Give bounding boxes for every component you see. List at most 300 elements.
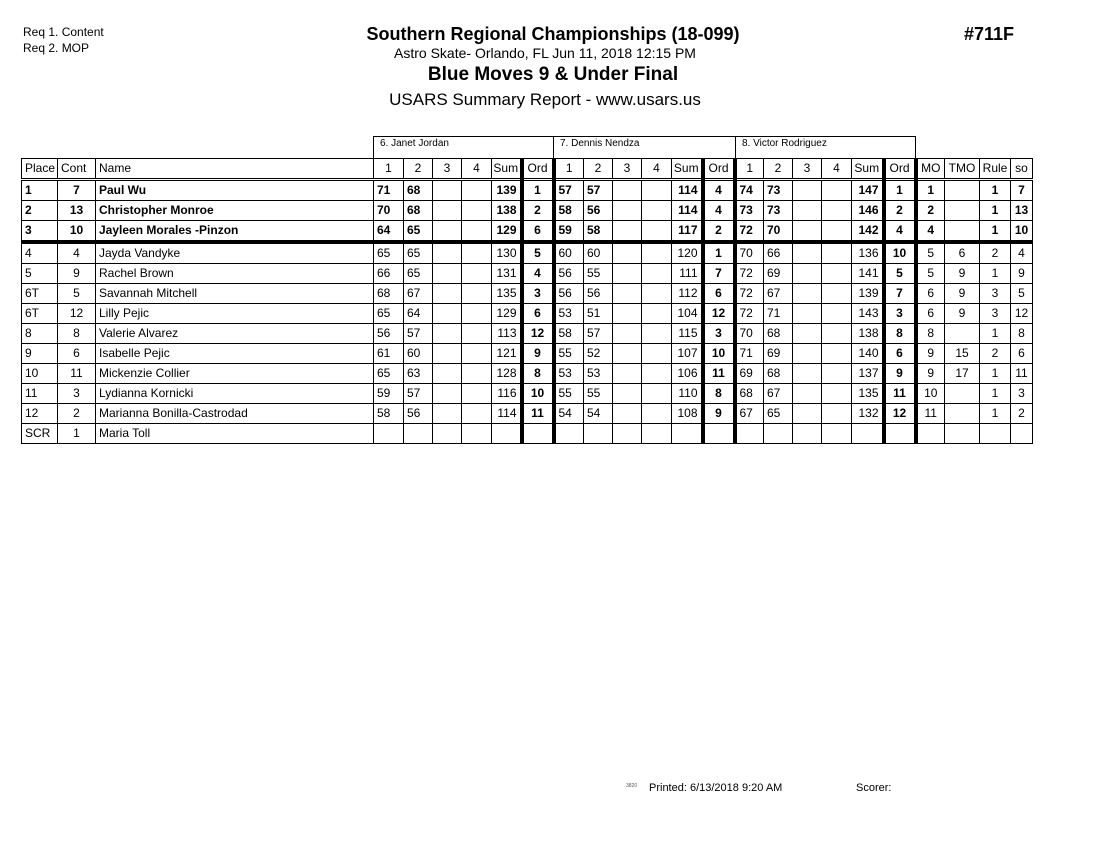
- judge3-sum-cell: 132: [852, 404, 884, 424]
- place-cell: 12: [22, 404, 58, 424]
- rule-cell: 1: [980, 201, 1011, 221]
- judge2-ordinal-cell: 11: [703, 364, 735, 384]
- judge3-score4-cell: [822, 264, 852, 284]
- table-row: [22, 424, 1033, 444]
- judge2-score2-cell: 55: [584, 264, 613, 284]
- judge3-score1-cell: 67: [735, 404, 764, 424]
- judge1-sum-cell: 138: [492, 201, 522, 221]
- cont-cell: 2: [58, 404, 96, 424]
- so-cell: 6: [1011, 344, 1033, 364]
- table-row: [22, 201, 1033, 221]
- judge-header-1: 6. Janet Jordan: [373, 136, 554, 158]
- judge2-sum-cell: 111: [672, 264, 703, 284]
- judge3-score3-cell: [793, 264, 822, 284]
- col-header-judge1-s4: 4: [462, 159, 492, 180]
- rule-cell: 1: [980, 404, 1011, 424]
- so-cell: 9: [1011, 264, 1033, 284]
- rule-cell: [980, 424, 1011, 444]
- judge1-sum-cell: [492, 424, 522, 444]
- judge2-ordinal-cell: 10: [703, 344, 735, 364]
- table-row: [22, 404, 1033, 424]
- judge2-score4-cell: [642, 264, 672, 284]
- col-header-tmo: TMO: [945, 159, 980, 180]
- col-header-judge3-s2: 2: [764, 159, 793, 180]
- col-header-judge2-ord: Ord: [703, 159, 735, 180]
- col-header-place: Place: [22, 159, 58, 180]
- judge3-ordinal-cell: 9: [884, 364, 916, 384]
- judge2-ordinal-cell: 9: [703, 404, 735, 424]
- judge2-score4-cell: [642, 304, 672, 324]
- judge1-sum-cell: 116: [492, 384, 522, 404]
- judge3-score2-cell: 67: [764, 384, 793, 404]
- judge1-score3-cell: [433, 180, 462, 201]
- judge2-sum-cell: 106: [672, 364, 703, 384]
- judge2-score3-cell: [613, 180, 642, 201]
- so-cell: 3: [1011, 384, 1033, 404]
- venue-line: Astro Skate- Orlando, FL Jun 11, 2018 12:15 PM: [394, 45, 696, 61]
- table-row: [22, 264, 1033, 284]
- rule-cell: 1: [980, 180, 1011, 201]
- judge3-sum-cell: 137: [852, 364, 884, 384]
- mo-cell: 5: [916, 264, 945, 284]
- rule-cell: 1: [980, 384, 1011, 404]
- judge3-score1-cell: 72: [735, 221, 764, 243]
- cont-cell: 6: [58, 344, 96, 364]
- rule-cell: 2: [980, 242, 1011, 264]
- judge1-score1-cell: 66: [374, 264, 404, 284]
- judge2-score2-cell: 57: [584, 180, 613, 201]
- judge2-sum-cell: 117: [672, 221, 703, 243]
- judge3-ordinal-cell: [884, 424, 916, 444]
- mo-cell: 4: [916, 221, 945, 243]
- col-header-judge2-s3: 3: [613, 159, 642, 180]
- judge2-ordinal-cell: 6: [703, 284, 735, 304]
- requirement-2: Req 2. MOP: [23, 41, 90, 55]
- mo-cell: 5: [916, 242, 945, 264]
- judge3-score1-cell: 72: [735, 284, 764, 304]
- judge1-score1-cell: 65: [374, 242, 404, 264]
- judge1-ordinal-cell: [522, 424, 554, 444]
- name-cell: Jayda Vandyke: [96, 242, 374, 264]
- col-header-judge1-s1: 1: [374, 159, 404, 180]
- judge3-sum-cell: 141: [852, 264, 884, 284]
- cont-cell: 3: [58, 384, 96, 404]
- judge1-ordinal-cell: 1: [522, 180, 554, 201]
- judge3-score1-cell: 70: [735, 242, 764, 264]
- judge1-score3-cell: [433, 201, 462, 221]
- tmo-cell: 9: [945, 304, 980, 324]
- judge2-score2-cell: 53: [584, 364, 613, 384]
- judge2-score3-cell: [613, 201, 642, 221]
- judge1-score4-cell: [462, 221, 492, 243]
- judge3-sum-cell: 147: [852, 180, 884, 201]
- place-cell: SCR: [22, 424, 58, 444]
- judge2-ordinal-cell: 3: [703, 324, 735, 344]
- judge3-score3-cell: [793, 221, 822, 243]
- col-header-judge2-s2: 2: [584, 159, 613, 180]
- judge1-score2-cell: [404, 424, 433, 444]
- judge1-score4-cell: [462, 424, 492, 444]
- judge3-score1-cell: 70: [735, 324, 764, 344]
- tmo-cell: [945, 324, 980, 344]
- rule-cell: 1: [980, 264, 1011, 284]
- place-cell: 8: [22, 324, 58, 344]
- judge3-score3-cell: [793, 284, 822, 304]
- judge1-score3-cell: [433, 284, 462, 304]
- cont-cell: 11: [58, 364, 96, 384]
- judge-header-2: 7. Dennis Nendza: [553, 136, 736, 158]
- judge3-score4-cell: [822, 424, 852, 444]
- col-header-judge1-s3: 3: [433, 159, 462, 180]
- judge3-ordinal-cell: 3: [884, 304, 916, 324]
- judge2-score3-cell: [613, 324, 642, 344]
- rule-cell: 1: [980, 221, 1011, 243]
- judge1-score1-cell: 70: [374, 201, 404, 221]
- report-code: 3820: [626, 783, 638, 789]
- judge1-score1-cell: 56: [374, 324, 404, 344]
- col-header-judge1-sum: Sum: [492, 159, 522, 180]
- place-cell: 1: [22, 180, 58, 201]
- table-row: [22, 180, 1033, 201]
- col-header-judge3-s3: 3: [793, 159, 822, 180]
- judge3-score3-cell: [793, 242, 822, 264]
- mo-cell: 8: [916, 324, 945, 344]
- table-row: [22, 284, 1033, 304]
- judge2-score3-cell: [613, 264, 642, 284]
- cont-cell: 5: [58, 284, 96, 304]
- so-cell: 11: [1011, 364, 1033, 384]
- cont-cell: 12: [58, 304, 96, 324]
- judge1-score1-cell: 58: [374, 404, 404, 424]
- mo-cell: 6: [916, 284, 945, 304]
- judge1-score1-cell: 65: [374, 304, 404, 324]
- tmo-cell: [945, 180, 980, 201]
- col-header-cont: Cont: [58, 159, 96, 180]
- col-header-rule: Rule: [980, 159, 1011, 180]
- judge3-score2-cell: 68: [764, 364, 793, 384]
- judge2-score3-cell: [613, 364, 642, 384]
- name-cell: Jayleen Morales -Pinzon: [96, 221, 374, 243]
- rule-cell: 2: [980, 344, 1011, 364]
- judge1-ordinal-cell: 10: [522, 384, 554, 404]
- judge2-score4-cell: [642, 404, 672, 424]
- form-number: #711F: [964, 24, 1015, 44]
- judge2-sum-cell: 107: [672, 344, 703, 364]
- judge3-score1-cell: 72: [735, 264, 764, 284]
- judge2-score4-cell: [642, 344, 672, 364]
- cont-cell: 10: [58, 221, 96, 243]
- judge1-ordinal-cell: 6: [522, 221, 554, 243]
- judge1-ordinal-cell: 6: [522, 304, 554, 324]
- judge1-ordinal-cell: 9: [522, 344, 554, 364]
- judge2-score2-cell: 52: [584, 344, 613, 364]
- judge1-score1-cell: 64: [374, 221, 404, 243]
- judge2-ordinal-cell: 12: [703, 304, 735, 324]
- judge2-score3-cell: [613, 304, 642, 324]
- judge2-score3-cell: [613, 424, 642, 444]
- so-cell: 10: [1011, 221, 1033, 243]
- judge2-score1-cell: 58: [554, 324, 584, 344]
- judge3-score2-cell: [764, 424, 793, 444]
- col-header-so: so: [1011, 159, 1033, 180]
- judge2-score1-cell: 55: [554, 344, 584, 364]
- judge1-score4-cell: [462, 364, 492, 384]
- judge1-ordinal-cell: 2: [522, 201, 554, 221]
- table-row: [22, 384, 1033, 404]
- judge2-score4-cell: [642, 364, 672, 384]
- judge1-score2-cell: 64: [404, 304, 433, 324]
- table-header-row: [22, 159, 1033, 180]
- tmo-cell: [945, 221, 980, 243]
- judge3-score4-cell: [822, 364, 852, 384]
- judge2-sum-cell: 115: [672, 324, 703, 344]
- judge1-score2-cell: 60: [404, 344, 433, 364]
- place-cell: 3: [22, 221, 58, 243]
- so-cell: 4: [1011, 242, 1033, 264]
- col-header-judge3-ord: Ord: [884, 159, 916, 180]
- name-cell: Christopher Monroe: [96, 201, 374, 221]
- judge2-score4-cell: [642, 324, 672, 344]
- judge1-score1-cell: 59: [374, 384, 404, 404]
- judge3-score2-cell: 70: [764, 221, 793, 243]
- judge3-score1-cell: 68: [735, 384, 764, 404]
- judge1-score2-cell: 65: [404, 264, 433, 284]
- judge3-score4-cell: [822, 242, 852, 264]
- table-row: [22, 221, 1033, 243]
- judge1-score3-cell: [433, 404, 462, 424]
- judge2-ordinal-cell: 4: [703, 180, 735, 201]
- judge1-score2-cell: 65: [404, 242, 433, 264]
- judge2-score3-cell: [613, 384, 642, 404]
- judge1-score2-cell: 68: [404, 201, 433, 221]
- judge3-ordinal-cell: 11: [884, 384, 916, 404]
- judge2-score2-cell: 60: [584, 242, 613, 264]
- table-row: [22, 324, 1033, 344]
- judge3-score3-cell: [793, 180, 822, 201]
- judge1-score4-cell: [462, 201, 492, 221]
- judge3-score2-cell: 73: [764, 180, 793, 201]
- judge2-score1-cell: [554, 424, 584, 444]
- judge3-score4-cell: [822, 284, 852, 304]
- so-cell: 2: [1011, 404, 1033, 424]
- judge3-sum-cell: 138: [852, 324, 884, 344]
- judge2-score1-cell: 58: [554, 201, 584, 221]
- judge1-sum-cell: 139: [492, 180, 522, 201]
- judge1-ordinal-cell: 3: [522, 284, 554, 304]
- cont-cell: 9: [58, 264, 96, 284]
- judge1-sum-cell: 128: [492, 364, 522, 384]
- mo-cell: 1: [916, 180, 945, 201]
- judge3-score4-cell: [822, 404, 852, 424]
- judge2-score1-cell: 56: [554, 284, 584, 304]
- judge3-score2-cell: 73: [764, 201, 793, 221]
- col-header-judge1-ord: Ord: [522, 159, 554, 180]
- judge3-sum-cell: 140: [852, 344, 884, 364]
- cont-cell: 4: [58, 242, 96, 264]
- judge2-score4-cell: [642, 201, 672, 221]
- mo-cell: [916, 424, 945, 444]
- judge2-ordinal-cell: 4: [703, 201, 735, 221]
- judge3-ordinal-cell: 7: [884, 284, 916, 304]
- col-header-judge3-s4: 4: [822, 159, 852, 180]
- judge-header-3: 8. Victor Rodriguez: [735, 136, 916, 158]
- cont-cell: 8: [58, 324, 96, 344]
- judge2-sum-cell: 104: [672, 304, 703, 324]
- judge1-score4-cell: [462, 242, 492, 264]
- cont-cell: 7: [58, 180, 96, 201]
- judge1-score4-cell: [462, 324, 492, 344]
- judge3-score4-cell: [822, 304, 852, 324]
- name-cell: Rachel Brown: [96, 264, 374, 284]
- judge2-score4-cell: [642, 242, 672, 264]
- name-cell: Paul Wu: [96, 180, 374, 201]
- judge3-ordinal-cell: 8: [884, 324, 916, 344]
- name-cell: Mickenzie Collier: [96, 364, 374, 384]
- judge2-score1-cell: 59: [554, 221, 584, 243]
- place-cell: 5: [22, 264, 58, 284]
- judge3-sum-cell: 135: [852, 384, 884, 404]
- table-row: [22, 364, 1033, 384]
- results-table: [21, 158, 1033, 444]
- judge1-score4-cell: [462, 304, 492, 324]
- judge1-score2-cell: 68: [404, 180, 433, 201]
- mo-cell: 6: [916, 304, 945, 324]
- judge3-score1-cell: 74: [735, 180, 764, 201]
- name-cell: Marianna Bonilla-Castrodad: [96, 404, 374, 424]
- judge1-sum-cell: 130: [492, 242, 522, 264]
- judge2-score2-cell: 51: [584, 304, 613, 324]
- judge1-score4-cell: [462, 384, 492, 404]
- judge3-ordinal-cell: 4: [884, 221, 916, 243]
- col-header-judge2-s4: 4: [642, 159, 672, 180]
- judge1-ordinal-cell: 12: [522, 324, 554, 344]
- judge1-sum-cell: 135: [492, 284, 522, 304]
- tmo-cell: 9: [945, 264, 980, 284]
- report-title: USARS Summary Report - www.usars.us: [389, 90, 701, 109]
- mo-cell: 11: [916, 404, 945, 424]
- judge3-score3-cell: [793, 304, 822, 324]
- judge1-sum-cell: 131: [492, 264, 522, 284]
- place-cell: 2: [22, 201, 58, 221]
- mo-cell: 2: [916, 201, 945, 221]
- place-cell: 6T: [22, 284, 58, 304]
- judge2-score1-cell: 56: [554, 264, 584, 284]
- judge3-score3-cell: [793, 404, 822, 424]
- judge2-sum-cell: 120: [672, 242, 703, 264]
- col-header-judge3-s1: 1: [735, 159, 764, 180]
- col-header-name: Name: [96, 159, 374, 180]
- judge2-score1-cell: 54: [554, 404, 584, 424]
- judge1-sum-cell: 129: [492, 304, 522, 324]
- rule-cell: 1: [980, 364, 1011, 384]
- place-cell: 6T: [22, 304, 58, 324]
- judge1-score3-cell: [433, 264, 462, 284]
- judge3-score4-cell: [822, 324, 852, 344]
- judge3-ordinal-cell: 12: [884, 404, 916, 424]
- judge3-score3-cell: [793, 324, 822, 344]
- cont-cell: 1: [58, 424, 96, 444]
- judge2-score3-cell: [613, 404, 642, 424]
- judge1-sum-cell: 121: [492, 344, 522, 364]
- judge1-score3-cell: [433, 364, 462, 384]
- judge2-score2-cell: 54: [584, 404, 613, 424]
- judge3-ordinal-cell: 6: [884, 344, 916, 364]
- judge3-sum-cell: 139: [852, 284, 884, 304]
- scorer-label: Scorer:: [856, 782, 892, 794]
- judge1-score3-cell: [433, 384, 462, 404]
- judge1-score1-cell: 71: [374, 180, 404, 201]
- judge2-score3-cell: [613, 242, 642, 264]
- judge3-ordinal-cell: 2: [884, 201, 916, 221]
- tmo-cell: [945, 424, 980, 444]
- judge3-score2-cell: 66: [764, 242, 793, 264]
- judge3-ordinal-cell: 10: [884, 242, 916, 264]
- judge3-score3-cell: [793, 364, 822, 384]
- judge1-score1-cell: 68: [374, 284, 404, 304]
- judge1-score3-cell: [433, 221, 462, 243]
- judge2-score3-cell: [613, 284, 642, 304]
- judge3-score1-cell: 72: [735, 304, 764, 324]
- judge1-sum-cell: 114: [492, 404, 522, 424]
- judge3-score1-cell: [735, 424, 764, 444]
- name-cell: Valerie Alvarez: [96, 324, 374, 344]
- judge1-ordinal-cell: 5: [522, 242, 554, 264]
- judge1-score2-cell: 57: [404, 384, 433, 404]
- place-cell: 9: [22, 344, 58, 364]
- judge3-score1-cell: 73: [735, 201, 764, 221]
- judge2-score3-cell: [613, 221, 642, 243]
- judge1-score4-cell: [462, 344, 492, 364]
- judge2-ordinal-cell: 2: [703, 221, 735, 243]
- tmo-cell: [945, 404, 980, 424]
- col-header-judge1-s2: 2: [404, 159, 433, 180]
- judge3-score1-cell: 69: [735, 364, 764, 384]
- judge3-score3-cell: [793, 424, 822, 444]
- judge2-score2-cell: 58: [584, 221, 613, 243]
- judge3-sum-cell: 146: [852, 201, 884, 221]
- judge3-score2-cell: 68: [764, 324, 793, 344]
- col-header-judge2-sum: Sum: [672, 159, 703, 180]
- judge3-sum-cell: 142: [852, 221, 884, 243]
- judge2-score1-cell: 57: [554, 180, 584, 201]
- judge1-score2-cell: 67: [404, 284, 433, 304]
- event-title: Southern Regional Championships (18-099): [366, 24, 740, 44]
- judge3-score3-cell: [793, 344, 822, 364]
- name-cell: Lydianna Kornicki: [96, 384, 374, 404]
- judge2-sum-cell: [672, 424, 703, 444]
- judge3-sum-cell: [852, 424, 884, 444]
- cont-cell: 13: [58, 201, 96, 221]
- judge1-sum-cell: 129: [492, 221, 522, 243]
- place-cell: 10: [22, 364, 58, 384]
- name-cell: Savannah Mitchell: [96, 284, 374, 304]
- col-header-mo: MO: [916, 159, 945, 180]
- judge2-score2-cell: 57: [584, 324, 613, 344]
- judge2-sum-cell: 108: [672, 404, 703, 424]
- judge3-score4-cell: [822, 180, 852, 201]
- judge2-ordinal-cell: 1: [703, 242, 735, 264]
- judge2-score4-cell: [642, 284, 672, 304]
- rule-cell: 3: [980, 304, 1011, 324]
- tmo-cell: 15: [945, 344, 980, 364]
- judge1-score4-cell: [462, 264, 492, 284]
- judge3-sum-cell: 136: [852, 242, 884, 264]
- judge3-score2-cell: 65: [764, 404, 793, 424]
- requirement-1: Req 1. Content: [23, 25, 104, 39]
- mo-cell: 9: [916, 344, 945, 364]
- tmo-cell: [945, 384, 980, 404]
- place-cell: 11: [22, 384, 58, 404]
